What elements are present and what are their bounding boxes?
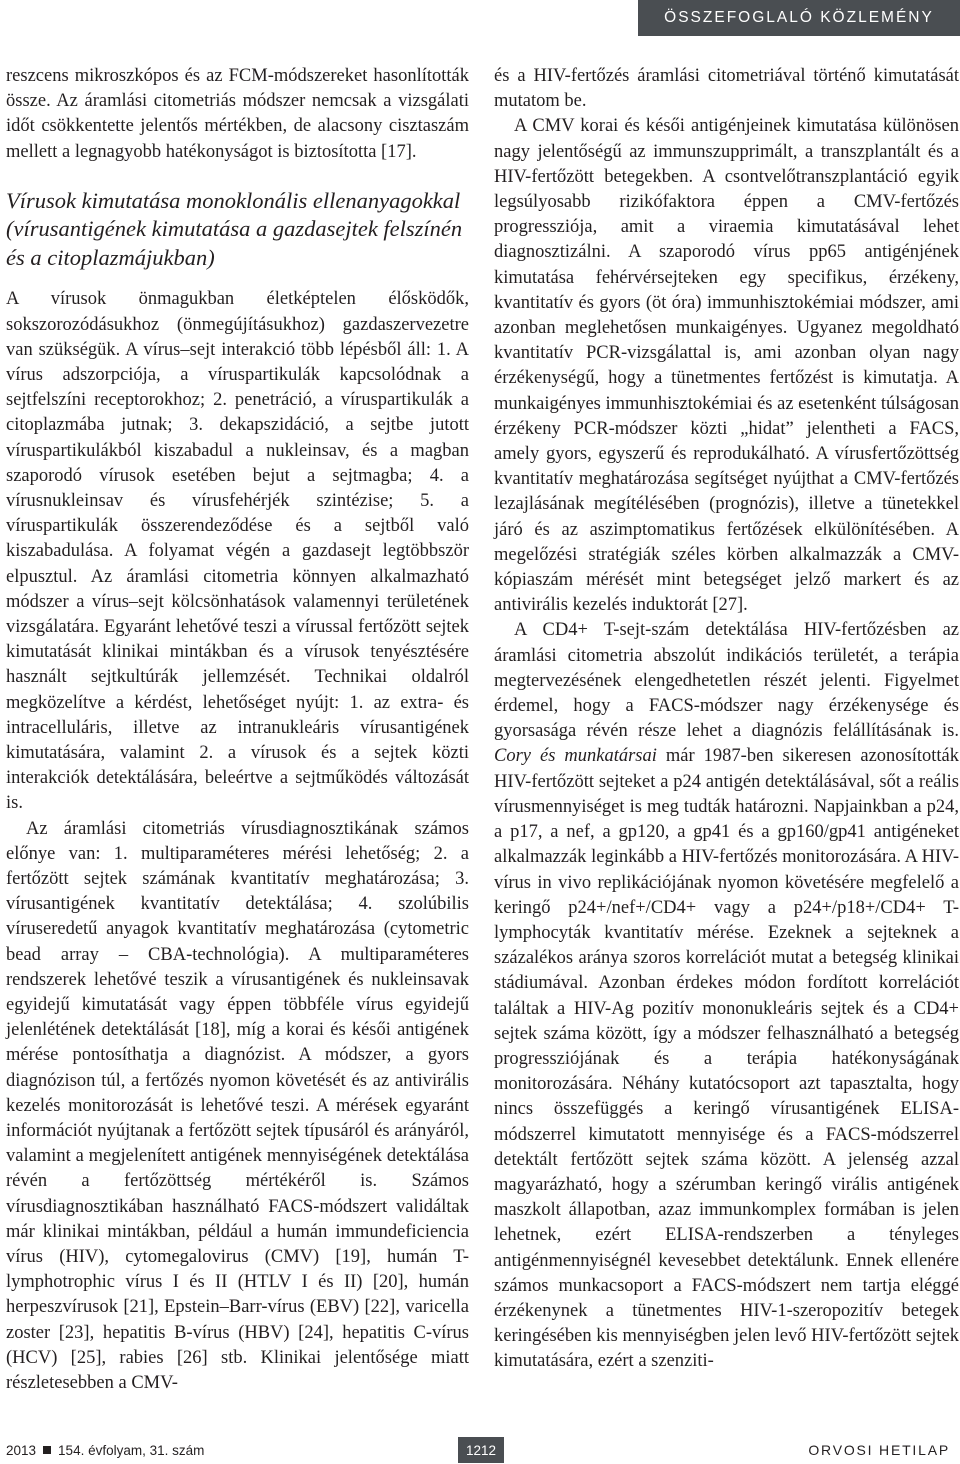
- paragraph: A vírusok önmagukban életképtelen élősködők, sokszorozódásukhoz (önmegújításukhoz) gazdaszervezetre van szükségük. A vírus–sejt interakció több lépésből áll: 1. A vírus adszorpciója, a víruspartikulák kapcsolódnak a sejtfelszíni receptorokhoz; 2. penetráció, a víruspartikulák a citoplazmába jutnak; 3. dekapszidáció, a sejtbe jutott víruspartikulákból kiszabadul a nukleinsav, és a magban szaporodó vírusok esetében bejut a sejtmagba; 4. a vírusnukleinsav és vírusfehérjék szintézise; 5. a víruspartikulák összerendeződése és a sejtből való kiszabadulása. A folyamat végén a gazdasejt legtöbbször elpusztul. Az áramlási citometria könnyen alkalmazható módszer a vírus–sejt kölcsönhatások valamennyi területének vizsgálatára. Egyaránt lehetővé teszi a vírussal fertőzött sejtek kimutatását klinikai mintákban és a vírusok tenyésztésére használt sejtkultúrák jellemzését. Technikai oldalról megközelítve a kérdést, lehetőséget nyújt: 1. az extra- és intracelluláris, illetve az intranukleáris vírusantigének kimutatására, valamint 2. a vírusok és a sejtek közti interakciók detektálására, beleértve a sejtműködés változását is.: [6, 289, 469, 814]
- footer-issue: 154. évfolyam, 31. szám: [58, 1442, 205, 1458]
- issue-info: [6, 1436, 204, 1464]
- square-bullet-icon: [43, 1446, 51, 1454]
- author-reference: Cory és munkatársai: [494, 746, 657, 767]
- left-column: [6, 64, 469, 1396]
- paragraph: és a HIV-fertőzés áramlási citometriával történő kimutatását mutatom be.: [494, 66, 959, 112]
- paragraph-text: A CD4+ T-sejt-szám detektálása HIV-fertőzésben az áramlási citometria abszolút indikációs területét, a terápia megtervezésének elengedhetetlen részét jelenti. Figyelmet érdemel, hogy a FACS-módszer nagy érzékenysége és gyorsasága révén része lehet a diagnózis felállításának is.: [494, 620, 959, 742]
- paragraph: reszcens mikroszkópos és az FCM-módszereket hasonlították össze. Az áramlási citometriás módszer nemcsak a vizsgálati időt csökkentette jelentős mértékben, de alacsony cisztaszám mellett a legnagyobb hatékonyságot is biztosította [17].: [6, 66, 469, 162]
- right-column: [494, 64, 959, 1375]
- paragraph: A CMV korai és késői antigénjeinek kimutatása különösen nagy jelentőségű az immunszupprimált, a transzplantált és a HIV-fertőzött betegekben. A csontvelőtranszplantáció egyik legsúlyosabb rizikófaktora éppen a CMV-fertőzés progressziója, amit a viraemia kimutatásával lehet diagnosztizálni. A szaporodó vírus pp65 antigénjének kimutatása fehérvérsejteken egy specifikus, érzékeny, kvantitatív és gyors (öt óra) immunhisztokémiai módszer, ami azonban meglehetősen munkaigényes. Ugyanez megoldható kvantitatív PCR-vizsgálattal is, ami azonban olyan nagy érzékenységű, hogy a tünetmentes fertőzést is kimutatja. A munkaigényes immunhisztokémiai és az esetenként túlságosan érzékeny PCR-módszer közti „hidat” jelentheti a FACS, amely gyors, egyszerű és reprodukálható. A vírusfertőzöttség kvantitatív meghatározása segítséget nyújthat a CMV-fertőzés lezajlásának megítélésében (prognózis), illetve a tünetekkel járó és az aszimptomatikus fertőzések elkülönítésében. A megelőzési stratégiák széles körben alkalmazzák a CMV-kópiaszám mérését mint betegséget jelző markert és az antivirális kezelés induktorát [27].: [494, 116, 959, 616]
- paragraph: [494, 618, 959, 1374]
- journal-name: ORVOSI HETILAP: [808, 1442, 950, 1458]
- footer-year: 2013: [6, 1442, 37, 1458]
- page-number: 1212: [458, 1437, 504, 1463]
- section-label: ÖSSZEFOGLALÓ KÖZLEMÉNY: [638, 0, 960, 36]
- paragraph-text: már 1987-ben sikeresen azonosították HIV-fertőzött sejteket a p24 antigén detektálásával, sőt a reális vírusmennyiséget is meg tudták határozni. Napjainkban a p24, a p17, a nef, a gp120, a gp41 és a gp160/gp41 antigéneket alkalmazzák leginkább a HIV-fertőzés monitorozására. A HIV-vírus in vivo replikációjának nyomon követésére megfelelő a keringő p24+/nef+/CD4+ vagy a p24+/p18+/CD4+ T-lymphocyták kvantitatív mérése. Ezeknek a sejteknek a százalékos aránya szoros korrelációt mutat a betegség klinikai stádiumával. Azonban érdekes módon fordított korrelációt találtak a HIV-Ag pozitív mononukleáris sejtek és a CD4+ sejtek száma között, így a módszer felhasználható a betegség progressziójának és a terápia hatékonyságának monitorozására. Néhány kutatócsoport azt tapasztalta, hogy nincs összefüggés a keringő vírusantigének ELISA-módszerrel kimutatott mennyisége és a FACS-módszerrel detektált fertőzött sejtek száma között. A jelenség azzal magyarázható, hogy a szérumban keringő virális antigének maszkolt állapotban, azaz immunkomplex formában is jelen lehetnek, ezért ELISA-rendszerben a tényleges antigénmennyiségnél kevesebbet detektálunk. Ennek ellenére számos munkacsoport a FACS-módszert nem tartja eléggé érzékenynek a tünetmentes HIV-1-szeropozitív betegek keringésében kis mennyiségben jelen levő HIV-fertőzött sejtek kimutatására, ezért a szenziti-: [494, 746, 959, 1372]
- page-header: [0, 0, 960, 36]
- paragraph: Az áramlási citometriás vírusdiagnosztikának számos előnye van: 1. multiparaméteres mérési lehetőség; 2. a fertőzött sejtek számának kvantitatív meghatározása; 3. vírusantigének kvantitatív detektálása; 4. szolúbilis víruseredetű anyagok kvantitatív meghatározása (cytometric bead array – CBA-technológia). A multiparaméteres rendszerek lehetővé teszik a vírusantigének és nukleinsavak egyidejű kimutatását vagy éppen többféle vírus egyidejű jelenlétének detektálását [18], míg a korai és késői antigének mérése pontosíthatja a diagnózist. A módszer, a gyors diagnózison túl, a fertőzés nyomon követését és az antivirális kezelés monitorozását is lehetővé teszi. A mérések egyaránt információt nyújtanak a fertőzött sejtek típusáról és arányáról, valamint a megjelenített antigének mennyiségének detektálása révén a fertőzöttség mértékéről is. Számos vírusdiagnosztikában használható FACS-módszert validáltak már klinikai mintákban, például a humán immundeficiencia vírus (HIV), cytomegalovirus (CMV) [19], humán T-lymphotrophic vírus I és II (HTLV I és II) [20], humán herpeszvírusok [21], Epstein–Barr-vírus (EBV) [22], varicella zoster [23], hepatitis B-vírus (HBV) [24], hepatitis C-vírus (HCV) [25], rabies [26] stb. Klinikai jelentősége miatt részletesebben a CMV-: [6, 818, 469, 1394]
- section-heading: Vírusok kimutatása monoklonális ellenanyagokkal (vírusantigének kimutatása a gazdasejtek felszínén és a citoplazmájukban): [6, 187, 463, 270]
